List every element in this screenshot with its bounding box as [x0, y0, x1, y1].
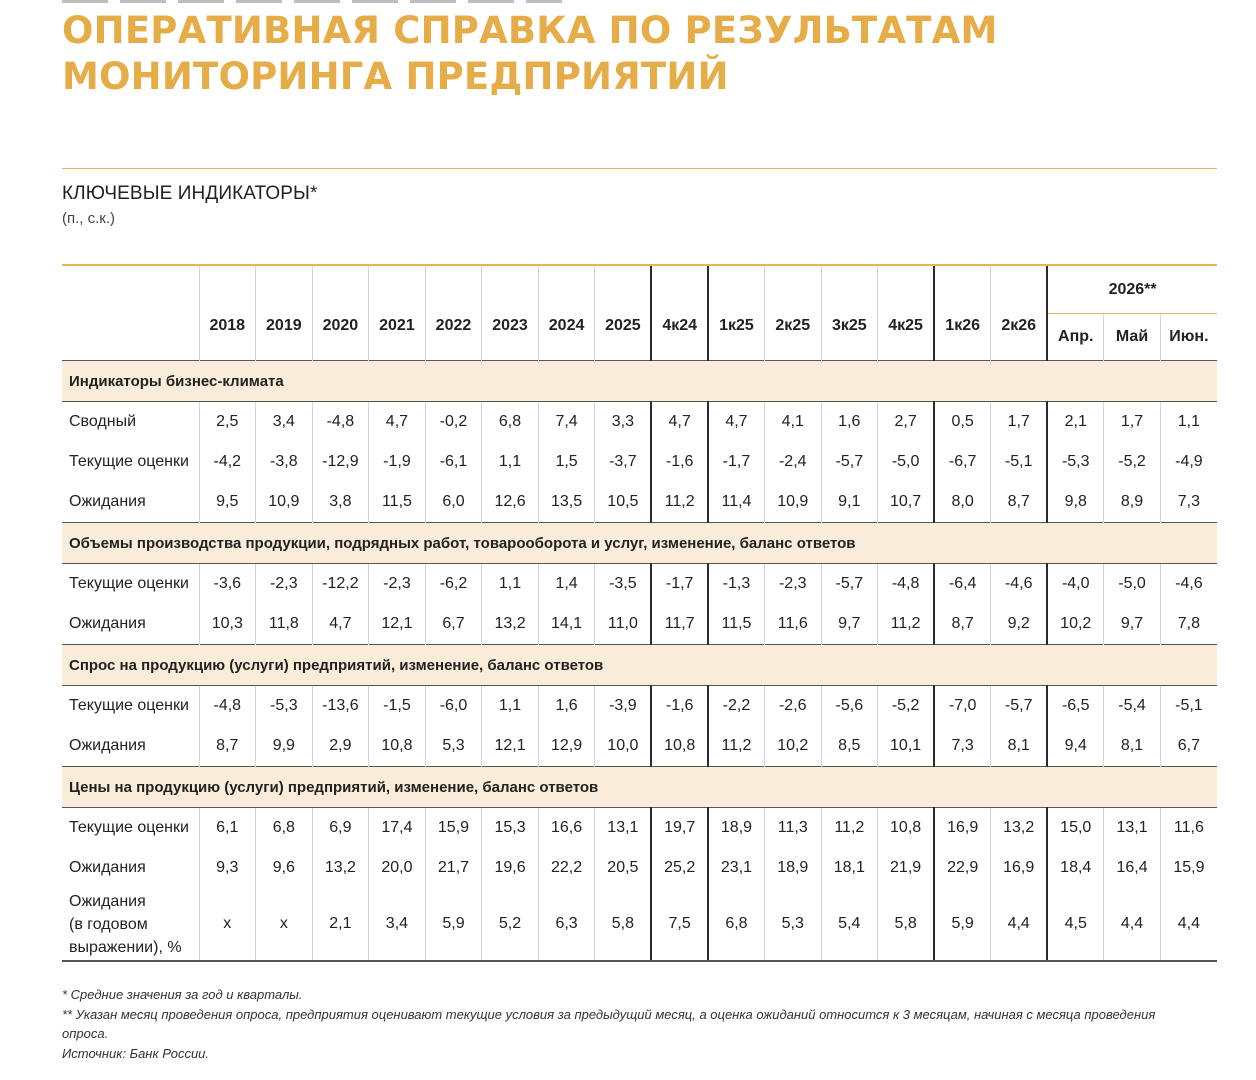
value-cell: -0,2 — [425, 402, 482, 443]
value-cell: -4,8 — [312, 402, 369, 443]
value-cell: -5,2 — [878, 686, 935, 727]
source-note: Источник: Банк России. — [62, 1045, 210, 1061]
table-row — [62, 848, 1217, 888]
column-header: 2022 — [425, 265, 482, 361]
value-cell: 18,4 — [1047, 848, 1104, 888]
value-cell: 22,2 — [538, 848, 595, 888]
value-cell: 1,7 — [991, 402, 1048, 443]
value-cell: -3,5 — [595, 564, 652, 605]
value-cell: 6,9 — [312, 808, 369, 849]
table-row — [62, 564, 1217, 605]
value-cell: 6,7 — [1160, 726, 1217, 767]
value-cell: 4,4 — [1104, 888, 1161, 961]
column-header: 2025 — [595, 265, 652, 361]
table-row — [62, 402, 1217, 443]
value-cell: -5,7 — [821, 442, 878, 482]
value-cell: -2,3 — [256, 564, 313, 605]
page-title — [62, 8, 997, 100]
section-heading: КЛЮЧЕВЫЕ ИНДИКАТОРЫ* — [62, 183, 318, 204]
value-cell: 10,1 — [878, 726, 935, 767]
value-cell: 12,1 — [369, 604, 426, 645]
key-indicators-table — [62, 264, 1217, 962]
value-cell: 1,5 — [538, 442, 595, 482]
column-header: 1к25 — [708, 265, 765, 361]
section-title: Индикаторы бизнес-климата — [62, 361, 1217, 402]
value-cell: 5,8 — [878, 888, 935, 961]
section-row — [62, 523, 1217, 564]
value-cell: -3,7 — [595, 442, 652, 482]
value-cell: 16,6 — [538, 808, 595, 849]
value-cell: -1,5 — [369, 686, 426, 727]
value-cell: -3,8 — [256, 442, 313, 482]
value-cell: 18,9 — [708, 808, 765, 849]
value-cell: 5,3 — [425, 726, 482, 767]
value-cell: 18,9 — [764, 848, 821, 888]
value-cell: 3,4 — [369, 888, 426, 961]
section-title: Цены на продукцию (услуги) предприятий, изменение, баланс ответов — [62, 767, 1217, 808]
value-cell: 2,1 — [312, 888, 369, 961]
value-cell: 11,3 — [764, 808, 821, 849]
value-cell: 6,7 — [425, 604, 482, 645]
value-cell: 13,1 — [1104, 808, 1161, 849]
value-cell: 14,1 — [538, 604, 595, 645]
value-cell: 8,5 — [821, 726, 878, 767]
table-row — [62, 686, 1217, 727]
column-header: 2024 — [538, 265, 595, 361]
value-cell: 15,9 — [425, 808, 482, 849]
value-cell: -2,2 — [708, 686, 765, 727]
value-cell: -6,7 — [934, 442, 991, 482]
value-cell: 13,5 — [538, 482, 595, 523]
value-cell: 0,5 — [934, 402, 991, 443]
year-2026-header: 2026** — [1047, 265, 1217, 314]
header-label-cell — [62, 265, 199, 361]
value-cell: -1,3 — [708, 564, 765, 605]
table-header-row — [62, 265, 1217, 314]
column-header: 2020 — [312, 265, 369, 361]
value-cell: 5,8 — [595, 888, 652, 961]
value-cell: 3,3 — [595, 402, 652, 443]
value-cell: -5,3 — [256, 686, 313, 727]
value-cell: 9,9 — [256, 726, 313, 767]
value-cell: 17,4 — [369, 808, 426, 849]
row-label: Ожидания — [69, 615, 146, 632]
value-cell: 9,8 — [1047, 482, 1104, 523]
value-cell: 10,0 — [595, 726, 652, 767]
value-cell: -4,6 — [1160, 564, 1217, 605]
value-cell: 4,7 — [651, 402, 708, 443]
value-cell: 7,5 — [651, 888, 708, 961]
value-cell: -4,6 — [991, 564, 1048, 605]
value-cell: 15,9 — [1160, 848, 1217, 888]
value-cell: -5,7 — [991, 686, 1048, 727]
table-row — [62, 442, 1217, 482]
row-label-line: выражении), % — [69, 938, 182, 956]
value-cell: 1,7 — [1104, 402, 1161, 443]
value-cell: 16,9 — [934, 808, 991, 849]
value-cell: -4,0 — [1047, 564, 1104, 605]
value-cell: -5,6 — [821, 686, 878, 727]
column-header: 2023 — [482, 265, 539, 361]
value-cell: -1,9 — [369, 442, 426, 482]
section-title: Спрос на продукцию (услуги) предприятий, изменение, баланс ответов — [62, 645, 1217, 686]
value-cell: 10,9 — [764, 482, 821, 523]
value-cell: 16,4 — [1104, 848, 1161, 888]
row-label: Текущие оценки — [69, 697, 189, 714]
value-cell: 1,1 — [482, 442, 539, 482]
value-cell: 25,2 — [651, 848, 708, 888]
value-cell: 6,1 — [199, 808, 256, 849]
row-label-line: Ожидания — [69, 892, 146, 910]
value-cell: -1,7 — [651, 564, 708, 605]
value-cell: -4,2 — [199, 442, 256, 482]
value-cell: 21,7 — [425, 848, 482, 888]
table-row — [62, 726, 1217, 767]
value-cell: 11,5 — [369, 482, 426, 523]
value-cell: -5,1 — [991, 442, 1048, 482]
value-cell: 3,4 — [256, 402, 313, 443]
value-cell: 8,1 — [1104, 726, 1161, 767]
title-divider — [62, 168, 1217, 169]
value-cell: 12,6 — [482, 482, 539, 523]
value-cell: 10,8 — [651, 726, 708, 767]
value-cell: 13,1 — [595, 808, 652, 849]
value-cell: 15,0 — [1047, 808, 1104, 849]
value-cell: 11,2 — [708, 726, 765, 767]
value-cell: 2,5 — [199, 402, 256, 443]
value-cell: 11,2 — [651, 482, 708, 523]
section-row — [62, 767, 1217, 808]
value-cell: -6,2 — [425, 564, 482, 605]
value-cell: 9,6 — [256, 848, 313, 888]
row-label-line: (в годовом — [69, 915, 148, 933]
value-cell: -12,2 — [312, 564, 369, 605]
footnotes — [62, 985, 1162, 1063]
table-body — [62, 361, 1217, 962]
row-label: Текущие оценки — [69, 453, 189, 470]
value-cell: 1,6 — [538, 686, 595, 727]
value-cell: -6,1 — [425, 442, 482, 482]
value-cell: -4,9 — [1160, 442, 1217, 482]
row-label: Текущие оценки — [69, 819, 189, 836]
value-cell: 1,1 — [1160, 402, 1217, 443]
value-cell: 8,7 — [934, 604, 991, 645]
month-header: Май — [1104, 314, 1161, 361]
value-cell: 9,5 — [199, 482, 256, 523]
section-row — [62, 645, 1217, 686]
month-header: Июн. — [1160, 314, 1217, 361]
top-decorative-strip — [62, 0, 562, 3]
value-cell: 4,4 — [991, 888, 1048, 961]
value-cell: -3,9 — [595, 686, 652, 727]
column-header: 4к24 — [651, 265, 708, 361]
value-cell: -2,4 — [764, 442, 821, 482]
page-title-line-1: ОПЕРАТИВНАЯ СПРАВКА ПО РЕЗУЛЬТАТАМ — [62, 9, 998, 52]
value-cell: x — [256, 888, 313, 961]
value-cell: 10,2 — [764, 726, 821, 767]
value-cell: 19,7 — [651, 808, 708, 849]
column-header: 2019 — [256, 265, 313, 361]
value-cell: -5,1 — [1160, 686, 1217, 727]
value-cell: 1,4 — [538, 564, 595, 605]
value-cell: 11,0 — [595, 604, 652, 645]
value-cell: -1,6 — [651, 442, 708, 482]
value-cell: 11,6 — [764, 604, 821, 645]
section-row — [62, 361, 1217, 402]
value-cell: 9,7 — [821, 604, 878, 645]
value-cell: 7,3 — [1160, 482, 1217, 523]
row-label: Ожидания — [69, 493, 146, 510]
value-cell: 6,8 — [256, 808, 313, 849]
value-cell: -12,9 — [312, 442, 369, 482]
value-cell: -1,6 — [651, 686, 708, 727]
value-cell: 5,3 — [764, 888, 821, 961]
value-cell: 10,2 — [1047, 604, 1104, 645]
value-cell: -6,4 — [934, 564, 991, 605]
value-cell: 6,0 — [425, 482, 482, 523]
value-cell: -5,0 — [878, 442, 935, 482]
value-cell: -5,4 — [1104, 686, 1161, 727]
value-cell: 10,3 — [199, 604, 256, 645]
row-label: Сводный — [69, 413, 137, 430]
value-cell: 5,4 — [821, 888, 878, 961]
value-cell: 13,2 — [991, 808, 1048, 849]
value-cell: 3,8 — [312, 482, 369, 523]
value-cell: 9,3 — [199, 848, 256, 888]
value-cell: 11,4 — [708, 482, 765, 523]
value-cell: 5,9 — [934, 888, 991, 961]
value-cell: 13,2 — [312, 848, 369, 888]
value-cell: 6,3 — [538, 888, 595, 961]
column-header: 2018 — [199, 265, 256, 361]
value-cell: 9,2 — [991, 604, 1048, 645]
value-cell: 8,9 — [1104, 482, 1161, 523]
value-cell: 4,7 — [369, 402, 426, 443]
value-cell: 4,7 — [312, 604, 369, 645]
footnote-1: * Средние значения за год и кварталы. — [62, 987, 303, 1002]
value-cell: 7,8 — [1160, 604, 1217, 645]
value-cell: 4,7 — [708, 402, 765, 443]
column-header: 1к26 — [934, 265, 991, 361]
value-cell: 7,3 — [934, 726, 991, 767]
value-cell: -5,7 — [821, 564, 878, 605]
value-cell: 4,5 — [1047, 888, 1104, 961]
value-cell: 21,9 — [878, 848, 935, 888]
value-cell: 7,4 — [538, 402, 595, 443]
value-cell: 13,2 — [482, 604, 539, 645]
value-cell: 6,8 — [708, 888, 765, 961]
page-title-line-2: МОНИТОРИНГА ПРЕДПРИЯТИЙ — [62, 55, 729, 98]
value-cell: 4,4 — [1160, 888, 1217, 961]
value-cell: 19,6 — [482, 848, 539, 888]
column-header: 3к25 — [821, 265, 878, 361]
value-cell: -2,6 — [764, 686, 821, 727]
value-cell: 8,7 — [991, 482, 1048, 523]
value-cell: 10,5 — [595, 482, 652, 523]
value-cell: -5,3 — [1047, 442, 1104, 482]
value-cell: 11,2 — [821, 808, 878, 849]
value-cell: 1,6 — [821, 402, 878, 443]
column-header: 4к25 — [878, 265, 935, 361]
value-cell: 20,5 — [595, 848, 652, 888]
row-label: Ожидания — [69, 737, 146, 754]
value-cell: -6,0 — [425, 686, 482, 727]
table-row — [62, 482, 1217, 523]
value-cell: 15,3 — [482, 808, 539, 849]
value-cell: -2,3 — [764, 564, 821, 605]
value-cell: 6,8 — [482, 402, 539, 443]
column-header: 2021 — [369, 265, 426, 361]
value-cell: 11,2 — [878, 604, 935, 645]
value-cell: 8,1 — [991, 726, 1048, 767]
table-row — [62, 808, 1217, 849]
table-row — [62, 888, 1217, 961]
value-cell: 10,8 — [369, 726, 426, 767]
value-cell: 12,1 — [482, 726, 539, 767]
value-cell: 11,8 — [256, 604, 313, 645]
value-cell: -5,2 — [1104, 442, 1161, 482]
value-cell: 2,1 — [1047, 402, 1104, 443]
value-cell: 1,1 — [482, 564, 539, 605]
value-cell: 5,2 — [482, 888, 539, 961]
value-cell: 9,1 — [821, 482, 878, 523]
value-cell: 9,7 — [1104, 604, 1161, 645]
row-label — [62, 888, 199, 961]
value-cell: 10,9 — [256, 482, 313, 523]
value-cell: 12,9 — [538, 726, 595, 767]
value-cell: 10,8 — [878, 808, 935, 849]
value-cell: 2,9 — [312, 726, 369, 767]
value-cell: 8,7 — [199, 726, 256, 767]
value-cell: -4,8 — [199, 686, 256, 727]
value-cell: 4,1 — [764, 402, 821, 443]
value-cell: 11,7 — [651, 604, 708, 645]
value-cell: x — [199, 888, 256, 961]
value-cell: 18,1 — [821, 848, 878, 888]
value-cell: 20,0 — [369, 848, 426, 888]
value-cell: 11,6 — [1160, 808, 1217, 849]
table-row — [62, 604, 1217, 645]
value-cell: -2,3 — [369, 564, 426, 605]
value-cell: -1,7 — [708, 442, 765, 482]
row-label: Текущие оценки — [69, 575, 189, 592]
value-cell: 2,7 — [878, 402, 935, 443]
value-cell: 5,9 — [425, 888, 482, 961]
units-note: (п., с.к.) — [62, 210, 116, 227]
column-header: 2к26 — [991, 265, 1048, 361]
value-cell: -3,6 — [199, 564, 256, 605]
value-cell: 10,7 — [878, 482, 935, 523]
value-cell: 22,9 — [934, 848, 991, 888]
footnote-2: ** Указан месяц проведения опроса, предприятия оценивают текущие условия за предыдущий месяц, а оценка ожиданий относится к 3 месяцам, начиная с месяца проведения опроса. — [62, 1006, 1156, 1041]
value-cell: -7,0 — [934, 686, 991, 727]
section-title: Объемы производства продукции, подрядных работ, товарооборота и услуг, изменение, баланс ответов — [62, 523, 1217, 564]
value-cell: -5,0 — [1104, 564, 1161, 605]
column-header: 2к25 — [764, 265, 821, 361]
value-cell: 9,4 — [1047, 726, 1104, 767]
value-cell: 11,5 — [708, 604, 765, 645]
value-cell: 8,0 — [934, 482, 991, 523]
row-label: Ожидания — [69, 859, 146, 876]
value-cell: -4,8 — [878, 564, 935, 605]
value-cell: 23,1 — [708, 848, 765, 888]
value-cell: 16,9 — [991, 848, 1048, 888]
value-cell: -13,6 — [312, 686, 369, 727]
month-header: Апр. — [1047, 314, 1104, 361]
value-cell: 1,1 — [482, 686, 539, 727]
value-cell: -6,5 — [1047, 686, 1104, 727]
